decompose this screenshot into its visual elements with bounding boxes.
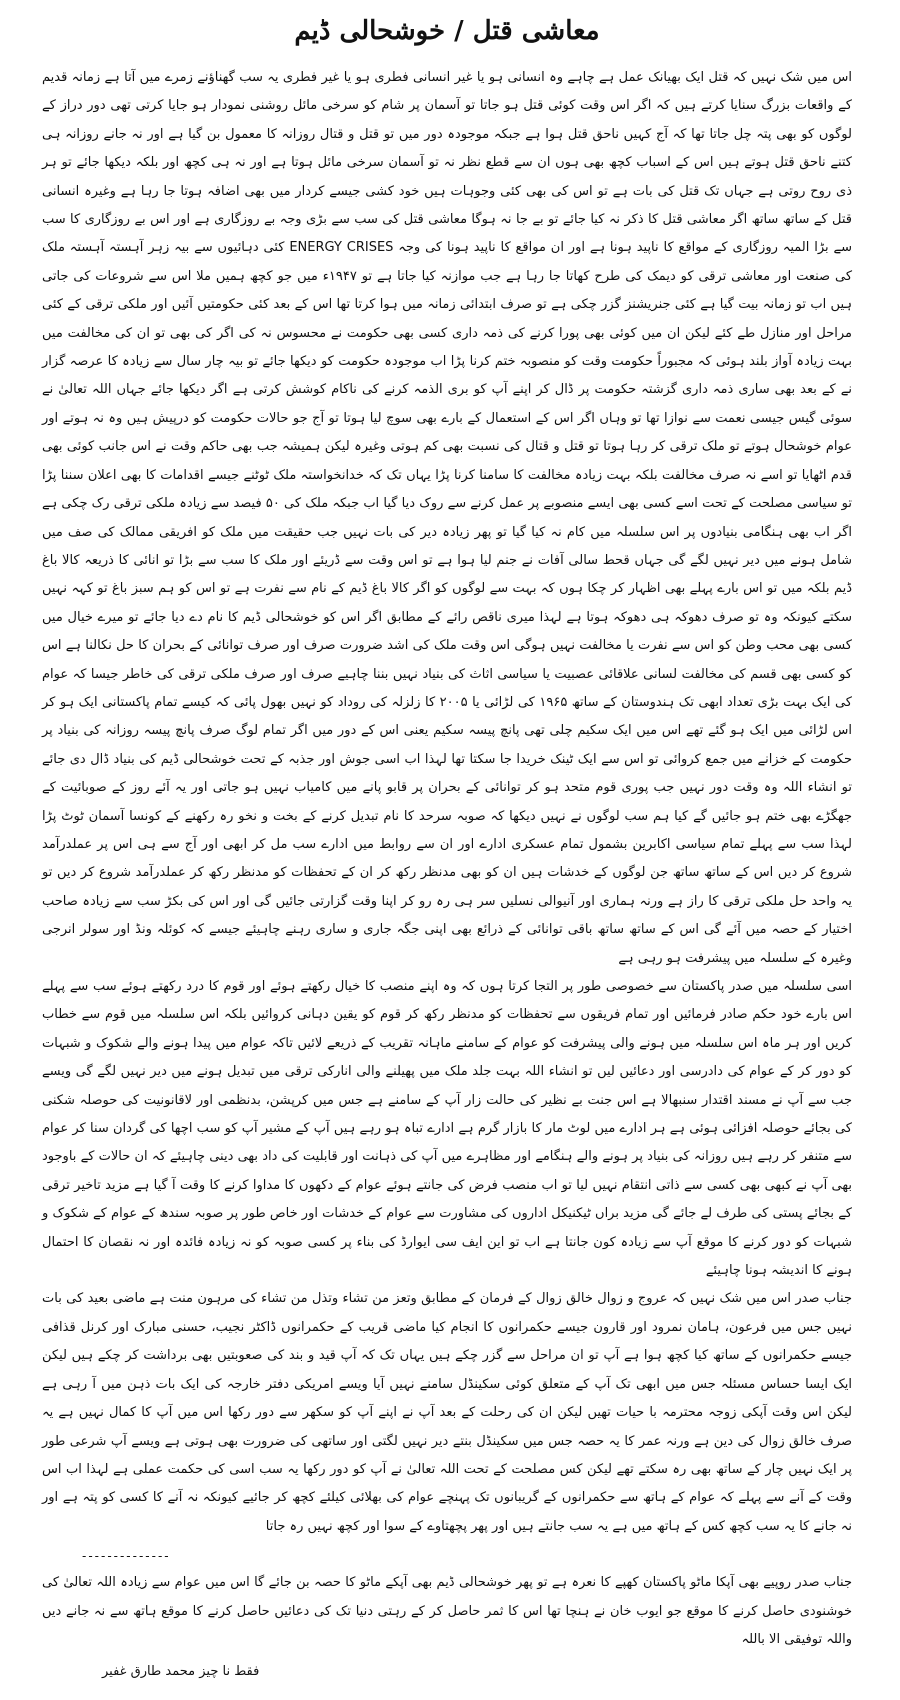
article-paragraph-3: جناب صدر اس میں شک نہیں کہ عروج و زوال خالق زوال کے فرمان کے مطابق وتعز من تشاء وتذل من تشاء کی مرہون منت ہے ماضی بعید کی بات نہیں جس میں فرعون، ہامان نمرود اور قارون جیسے حکمرانوں کا انجام کیا ماضی قریب کے حکمرانوں ڈاکٹر نجیب، حسنی مبارک اور کرنل قذافی جیسے حکمرانوں کے ساتھ کیا کچھ ہوا ہے آپ تو ان مراحل سے گزر چکے ہیں یہاں تک کہ آپ قید و بند کی صعوبتیں بھی برداشت کر چکے ہیں لیکن ایک ایسا حساس مسئلہ جس میں ابھی تک آپ کے متعلق کوئی سکینڈل سامنے نہیں آیا ویسے امریکی دفتر خارجہ کی ایک بات ذہن میں آ رہی ہے لیکن اس وقت آپکی زوجہ محترمہ با حیات تھیں لیکن ان کی رحلت کے بعد آپ نے اپنے آپ کو سکھر سے دور رکھا اس میں آپ کا کمال نہیں ہے یہ صرف خالق زوال کی دین ہے ورنہ عمر کا یہ حصہ جس میں سکینڈل بنتے دیر نہیں لگتی اور ساتھی کی ضرورت بھی ہوتی ہے ویسے آپ شرعی طور پر ایک نہیں چار کے ساتھ بھی رہ سکتے تھے لیکن کس مصلحت کے تحت اللہ تعالیٰ نے آپ کو دور رکھا یہ سب اسی کی حکمت عملی ہے لہذا اب اس وقت کے آنے سے پہلے کہ عوام کے ہاتھ سے حکمرانوں کے گریبانوں تک پہنچے عوام کی بھلائی کیلئے کچھ کر جائیے کیونکہ نہ آنے کا کسی کو پتہ ہے اور نہ جانے کا یہ سب کچھ کس کے ہاتھ میں ہے یہ سب جانتے ہیں اور پھر پچھتاوے کے سوا اور کچھ نہیں رہ جاتا: [42, 1291, 852, 1534]
section-divider: --------------: [82, 1549, 171, 1564]
author-signature: فقط نا چیز محمد طارق غفیر: [102, 1664, 260, 1680]
closing-paragraph: جناب صدر روپیے بھی آپکا ماٹو پاکستان کھپے کا نعرہ ہے تو پھر خوشحالی ڈیم بھی آپکے ماٹو کا حصہ بن جائے گا اس میں عوام سے زیادہ اللہ تعالیٰ کی خوشنودی حاصل کرنے کا موقع جو ایوب خان نے ہنچا تھا اس کا ثمر حاصل کر کے رہتی دنیا تک کی دعائیں حاصل کرنے کا موقع ہاتھ سے نہ جانے دیں واللہ توفیقی الا باللہ: [42, 1575, 852, 1647]
article-paragraph-2: اسی سلسلہ میں صدر پاکستان سے خصوصی طور پر التجا کرتا ہوں کہ وہ اپنے منصب کا خیال رکھتے ہوئے اور قوم کا درد رکھتے ہوئے سب سے پہلے اس بارے خود حکم صادر فرمائیں اور تمام فریقوں سے تحفظات کو مدنظر رکھ کر قوم کو یقین دہانی کروائیں بلکہ اس سلسلہ میں قوم سے خطاب کریں اور ہر ماہ اس سلسلہ میں ہونے والی پیشرفت کو عوام کے سامنے ماہانہ تقریب کے ذریعے لائیں تاکہ عوام میں پیدا ہونے والے شکوک و شبہات کو دور کر کے عوام کی دادرسی اور دعائیں لیں تو انشاء اللہ بہت جلد ملک میں پھیلنے والی انارکی ترقی میں تبدیل ہونے میں دیر نہیں لگے گی ویسے جب سے آپ نے مسند اقتدار سنبھالا ہے اس جنت بے نظیر کی حالت زار آپ کے سامنے ہے جس میں کرپشن، بدنظمی اور لاقانونیت کی حوصلہ شکنی کی بجائے حوصلہ افزائی ہوئی ہے ہر ادارے میں لوٹ مار کا بازار گرم ہے ادارے تباہ ہو رہے ہیں آپ کے مشیر آپ کو سب اچھا کی گردان سنا کر عوام سے متنفر کر رہے ہیں روزانہ کی بنیاد پر ہونے والے ہنگامے اور مظاہرے میں آپ کی ذہانت اور قابلیت کی داد بھی دینی چاہیئے کہ ان حالات کے باوجود بھی آپ نے کبھی بھی کسی سے ذاتی انتقام نہیں لیا تو اب منصب فرض کی جانتے ہوئے عوام کے دکھوں کا مداوا کرنے کا وقت آ گیا ہے مزید تاخیر ترقی کے بجائے پستی کی طرف لے جائے گی مزید براں ٹیکنیکل اداروں کی مشاورت سے عوام کے خدشات اور خاص طور پر صوبہ سندھ کے عوام کے شکوک و شبہات کو دور کرنے کا موقع آپ سے زیادہ کون جانتا ہے اب تو این ایف سی ایوارڈ کی بناء پر کسی صوبہ کو نہ زیادہ فائدہ اور نہ نقصان کا احتمال ہونے کا اندیشہ ہونا چاہیئے: [42, 979, 852, 1279]
article-paragraph-1: اس میں شک نہیں کہ قتل ایک بھیانک عمل ہے چاہے وہ انسانی ہو یا غیر انسانی فطری ہو یا غیر فطری یہ سب گھناؤنے زمرے میں آتا ہے زمانہ قدیم کے واقعات بزرگ سنایا کرتے ہیں کہ اگر اس وقت کوئی قتل ہو جاتا تو آسمان پر شام کو سرخی مائل روشنی نمودار ہو جایا کرتی تھی دور دراز کے لوگوں کو بھی پتہ چل جاتا تھا کہ آج کہیں ناحق قتل ہوا ہے جبکہ موجودہ دور میں تو قتل و قتال روزانہ کا معمول بن گیا ہے اور نہ جانے روزانہ ہی کتنے ناحق قتل ہوتے ہیں اس کے اسباب کچھ بھی ہوں ان سے قطع نظر نہ تو آسمان سرخی مائل ہوتا ہے اور نہ ہی کچھ اور بلکہ دیکھا جائے تو ہر ذی روح روتی ہے جہاں تک قتل کی بات ہے تو اس کی بھی کئی وجوہات ہیں خود کشی جیسے کردار میں بھی اضافہ ہوتا جا رہا ہے وغیرہ انسانی قتل کے ساتھ ساتھ اگر معاشی قتل کا ذکر نہ کیا جائے تو بے جا نہ ہوگا معاشی قتل کی سب سے بڑی وجہ بے روزگاری ہے اور اس بے روزگاری کا سب سے بڑا المیہ روزگاری کے مواقع کا ناپید ہونا ہے اور ان مواقع کا ناپید ہونا کی وجہ ENERGY CRISES کئی دہائیوں سے بیہ زہر آہستہ آہستہ ملک کی صنعت اور معاشی ترقی کو دیمک کی طرح کھاتا جا رہا ہے جب موازنہ کیا جاتا ہے تو ۱۹۴۷ء میں جو کچھ ہمیں ملا اس سے شروعات کی جاتی ہیں اب تو زمانہ بیت گیا ہے کئی جنریشنز گزر چکی ہے تو صرف ابتدائی زمانہ میں ہوا کرتا تھا اس کے بعد کئی حکومتیں آئیں اور ملکی ترقی کے کئی مراحل اور منازل طے کئے لیکن ان میں کوئی بھی پورا کرنے کی ذمہ داری کسی بھی حکومت نے محسوس نہ کی اگر کی بھی تو ان کی مخالفت میں بہت زیادہ آواز بلند ہوئی کہ مجبوراً حکومت وقت کو منصوبہ ختم کرنا پڑا اب موجودہ حکومت کو دیکھا جائے تو بیہ چار سال سے زیادہ کا عرصہ گزار نے کے بعد بھی ساری ذمہ داری گزشتہ حکومت پر ڈال کر اپنے آپ کو بری الذمہ کرنے کی ناکام کوشش کرتی ہے اگر دیکھا جائے جہاں اللہ تعالیٰ نے سوئی گیس جیسی نعمت سے نوازا تھا تو وہاں اگر اس کے استعمال کے بارے بھی سوچ لیا ہوتا تو آج جو حالات حکومت کو درپیش ہیں وہ نہ ہوتے اور عوام خوشحال ہوتے تو ملک ترقی کر رہا ہوتا تو قتل و قتال کی نسبت بھی کم ہوتی وغیرہ لیکن ہمیشہ جب بھی حاکم وقت نے اس جانب کوئی بھی قدم اٹھایا تو اسے نہ صرف مخالفت بلکہ بہت زیادہ مخالفت کا سامنا کرنا پڑا یہاں تک کہ خدانخواستہ ملک ٹوٹنے جیسے اقدامات کا بھی اعلان سننا پڑا تو سیاسی مصلحت کے تحت اسے کسی بھی ایسے منصوبے پر عمل کرنے سے روک دیا گیا اب جبکہ ملک کی ۵۰ فیصد سے زیادہ ملکی ترقی رک چکی ہے اگر اب بھی ہنگامی بنیادوں پر اس سلسلہ میں کام نہ کیا گیا تو پھر زیادہ دیر کی بات نہیں جب حقیقت میں ملک کو افریقی ممالک کی صف میں شامل ہونے میں دیر نہیں لگے گی جہاں قحط سالی آفات نے جنم لیا ہوا ہے تو اس وقت سے ڈریئے اور ملک کا سب سے بڑا تو انائی کا ذریعہ کالا باغ ڈیم بلکہ میں تو اس بارے پہلے بھی اظہار کر چکا ہوں کہ بہت سے لوگوں کو اگر کالا باغ ڈیم کے نام سے نفرت ہے تو اس کو ہم سبز باغ تو کہہ نہیں سکتے کیونکہ وہ تو صرف دھوکہ ہی دھوکہ ہوتا ہے لہذا میری ناقص رائے کے مطابق اگر اس کو خوشحالی ڈیم کا نام دے دیا جائے تو میرے خیال میں کسی بھی محب وطن کو اس سے نفرت یا مخالفت نہیں ہوگی اس وقت ملک کی اشد ضرورت صرف اور صرف توانائی کے بحران کا حل نکالنا ہے اس کو کسی بھی قسم کی مخالفت لسانی علاقائی عصبیت یا سیاسی اثاث کی بنیاد نہیں بننا چاہیے صرف اور صرف ملکی ترقی کی خاطر جیسا کہ عوام کی ایک بہت بڑی تعداد ابھی تک ہندوستان کے ساتھ ۱۹۶۵ کی لڑائی یا ۲۰۰۵ کا زلزلہ کی روداد کو نہیں بھول پائی کہ کیسے تمام پاکستانی ایک ہو کر اس لڑائی میں ایک ہو گئے تھے اس میں ایک سکیم چلی تھی پانچ پیسہ سکیم یعنی اس کے دور میں اگر تمام لوگ صرف پانچ پیسہ روزانہ کی بنیاد پر حکومت کے خزانے میں جمع کروائی تو اس سے ایک ٹینک خریدا جا سکتا تھا لہذا اب اسی جوش اور جذبہ کے تحت خوشحالی ڈیم کی بنیاد ڈال دی جائے تو انشاء اللہ وہ وقت دور نہیں جب پوری قوم متحد ہو کر توانائی کے بحران پر قابو پانے میں کامیاب نہیں ہو جاتی اور یہ آئے روز کے صوبائیت کے جھگڑے بھی ختم ہو جائیں گے کیا ہم سب لوگوں نے نہیں دیکھا کہ صوبہ سرحد کا نام تبدیل کرنے کے بخت و نخو رہ رکھنے کے کونسا آسمان ٹوٹ پڑا لہذا سب سے پہلے تمام سیاسی اکابرین بشمول تمام عسکری ادارے اور ان سے روابط میں ادارے سب مل کر ابھی اور آج سے ہی اس پر عملدرآمد شروع کر دیں اس کے ساتھ ساتھ جن لوگوں کے خدشات ہیں ان کو بھی مدنظر رکھ کر ان کے تحفظات کو مدنظر رکھ کر عملدرآمد شروع کر دیں تو یہ واحد حل ملکی ترقی کا راز ہے ورنہ ہماری اور آنیوالی نسلیں سر ہی رہ رو کر اپنا وقت گزارتی جائیں گی اور اس کی بکڑ سب سے زیادہ صاحب اختیار کے حصہ میں آئے گی اس کے ساتھ ساتھ باقی توانائی کے ذرائع بھی اپنی جگہ جاری و ساری رہنے چاہیئے جیسے کہ کوئلہ ونڈ اور سولر انرجی وغیرہ کے سلسلہ میں پیشرفت ہو رہی ہے: [42, 70, 853, 966]
article-title: معاشی قتل / خوشحالی ڈیم: [294, 16, 600, 46]
